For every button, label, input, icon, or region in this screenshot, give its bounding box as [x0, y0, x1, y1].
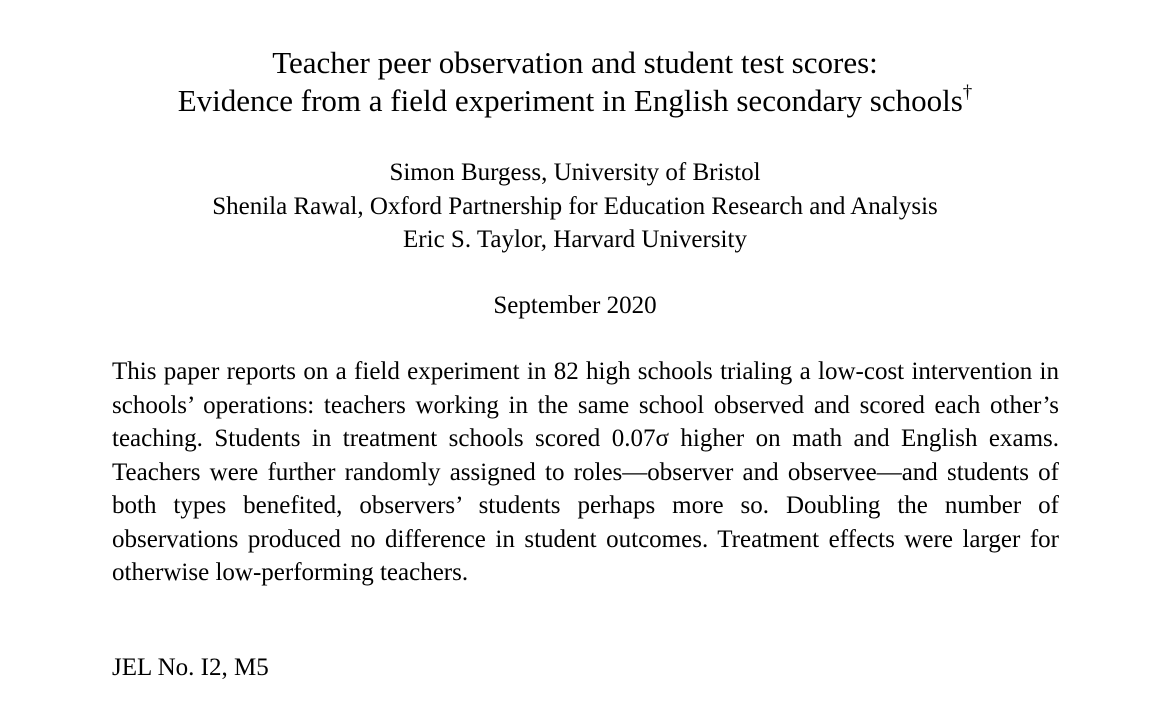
author-2: Shenila Rawal, Oxford Partnership for Education Research and Analysis	[212, 192, 938, 220]
title-line-1: Teacher peer observation and student test scores:	[272, 45, 878, 80]
title-footnote-mark: †	[962, 81, 973, 103]
author-list	[0, 156, 1150, 257]
title-line-2-text: Evidence from a field experiment in English secondary schools	[177, 83, 963, 118]
jel-classification: JEL No. I2, M5	[112, 654, 269, 681]
paper-title	[0, 44, 1150, 120]
abstract-paragraph: This paper reports on a field experiment in 82 high schools trialing a low-cost intervention in schools’ operations: teachers working in the same school observed and scored each other’s teaching. Students in treatment schools scored 0.07σ higher on math and English exams. Teachers were further randomly assigned to roles—observer and observee—and students of both types benefited, observers’ students perhaps more so. Doubling the number of observations produced no difference in student outcomes. Treatment effects were larger for otherwise low-performing teachers.	[112, 358, 1059, 586]
publication-date: September 2020	[493, 292, 657, 319]
title-line-2	[0, 82, 1150, 120]
author-1: Simon Burgess, University of Bristol	[389, 159, 761, 186]
author-3: Eric S. Taylor, Harvard University	[403, 226, 747, 253]
